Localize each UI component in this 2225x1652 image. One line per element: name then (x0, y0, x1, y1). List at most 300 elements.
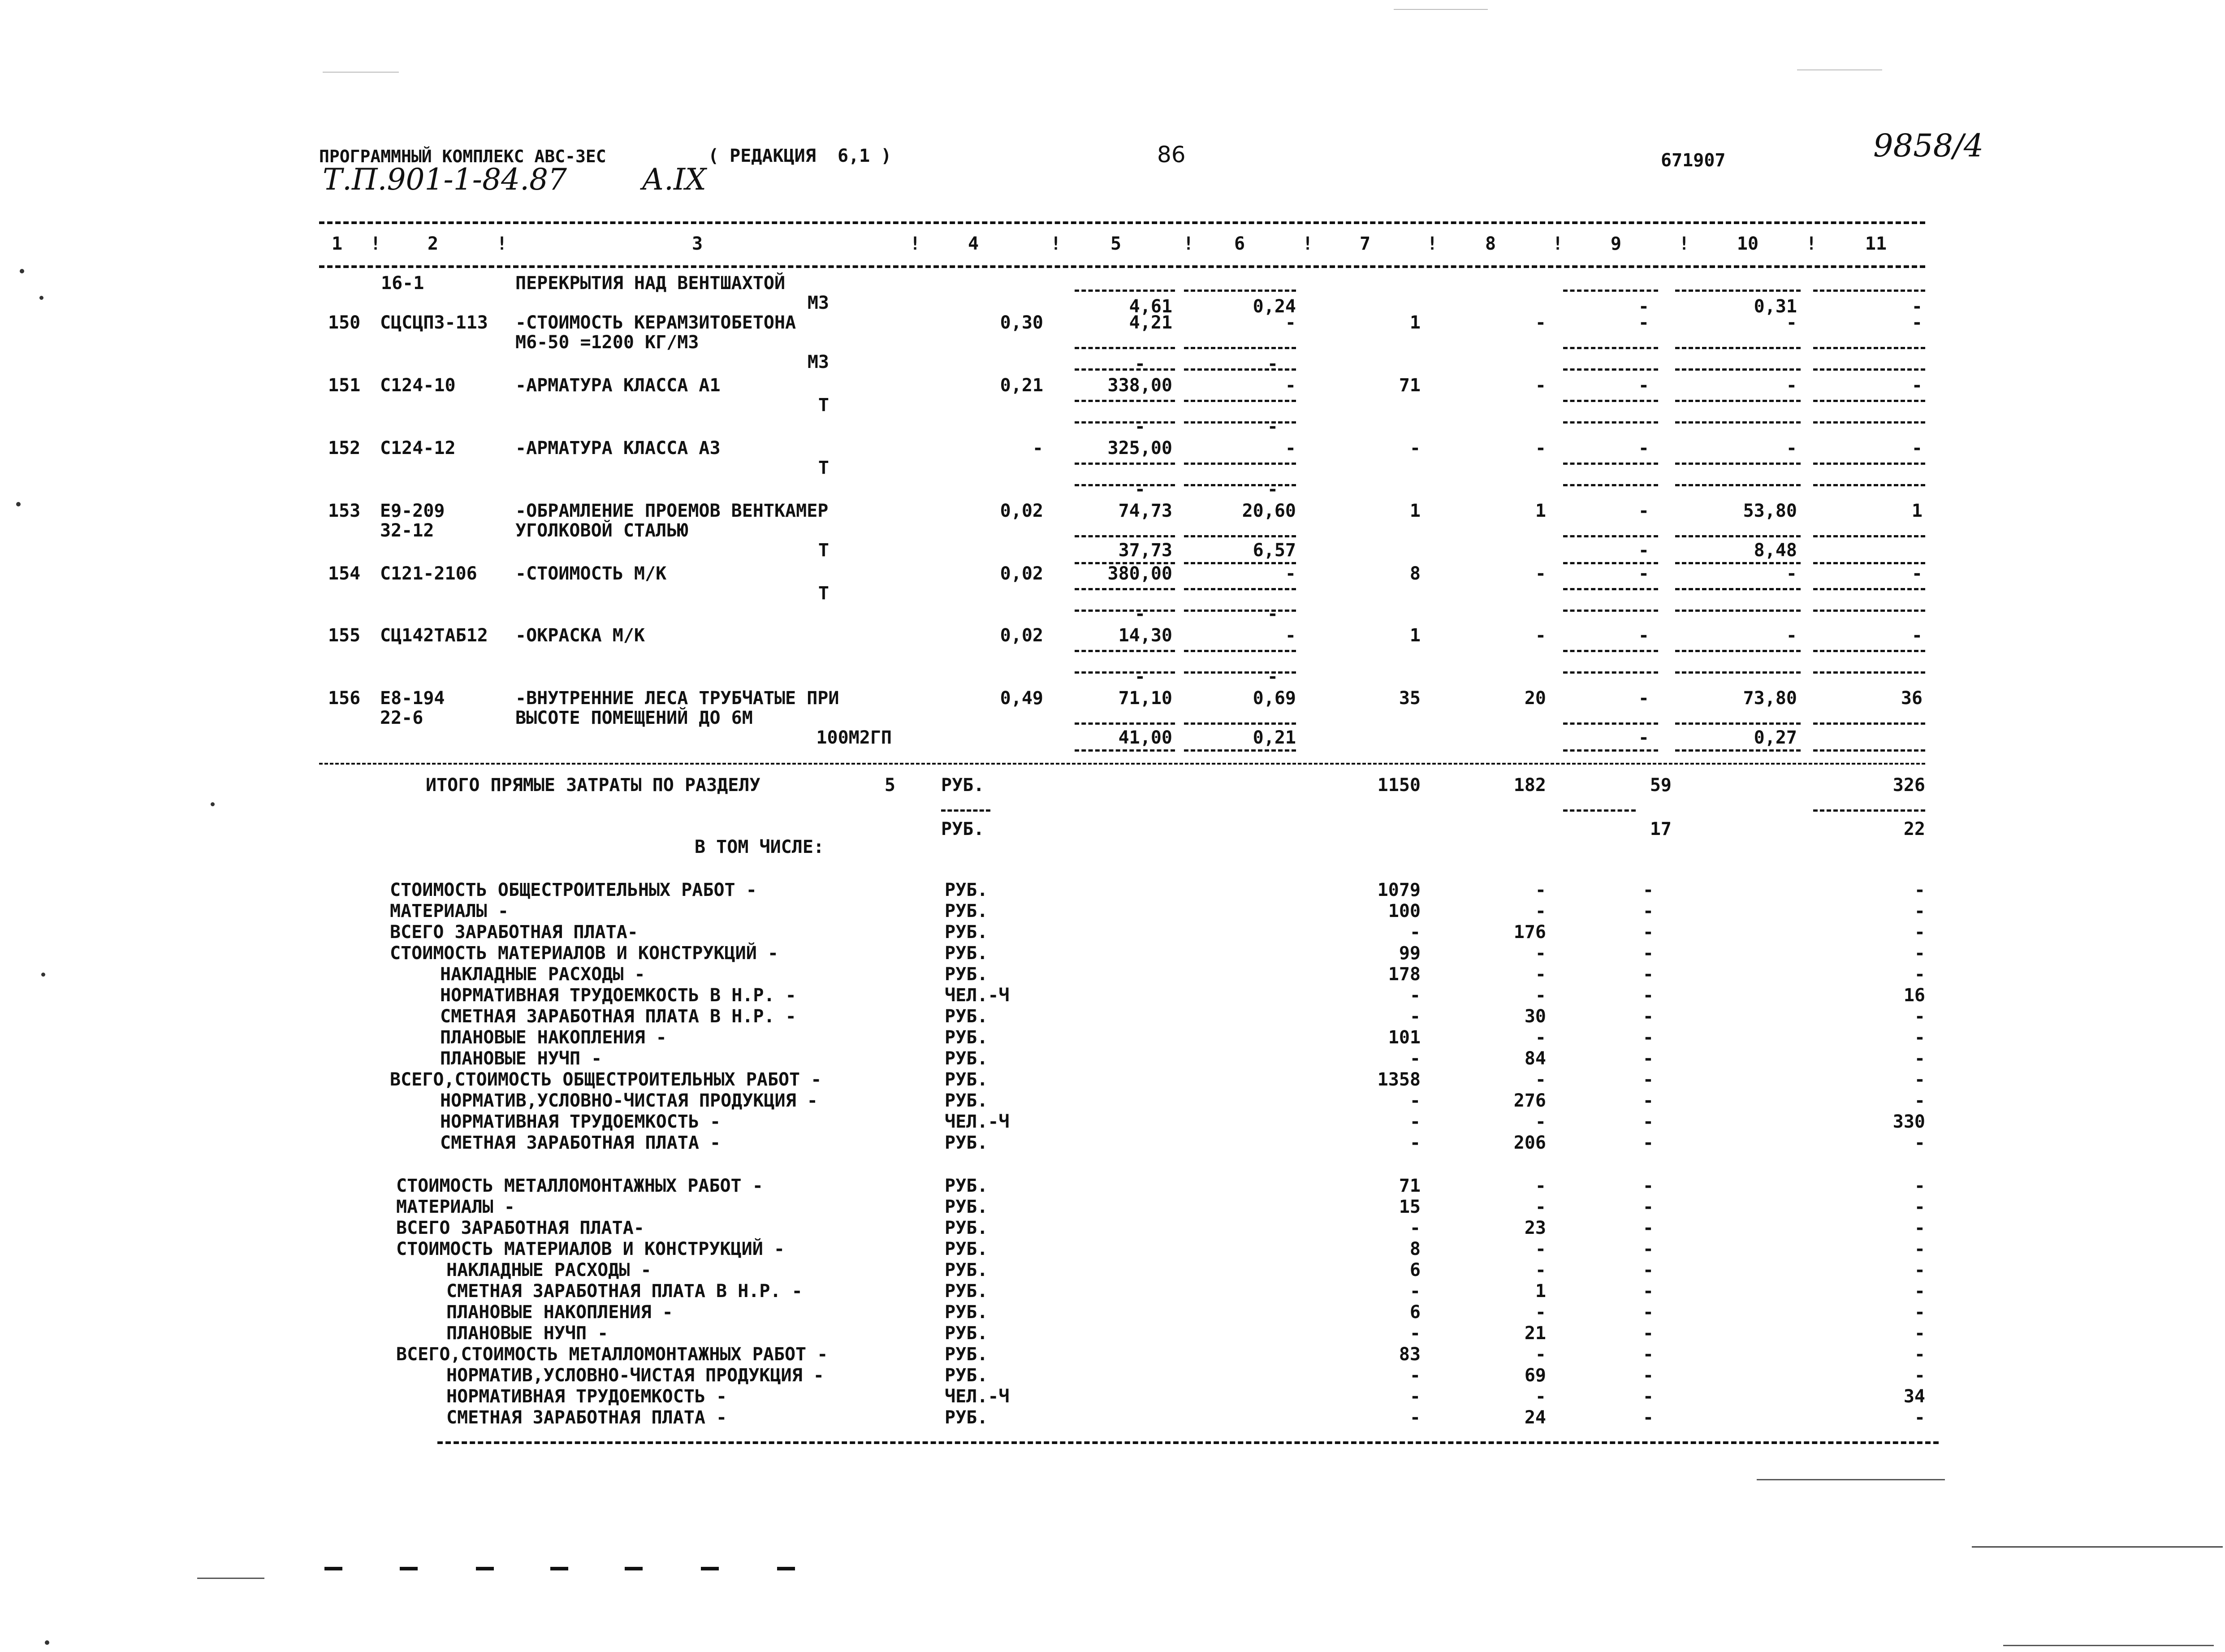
album-number: А.IX (642, 162, 707, 197)
summary-c9: - (1642, 1239, 1654, 1259)
dash-mark (476, 1567, 494, 1570)
summary-unit: ЧЕЛ.-Ч (945, 1111, 1010, 1132)
summary-c7: - (1409, 1133, 1421, 1153)
column-separator: ! (1552, 234, 1564, 254)
cell-c5: - (1134, 479, 1145, 500)
summary-c11: - (1914, 1260, 1925, 1280)
summary-c11: - (1914, 901, 1925, 921)
summary-label: СМЕТНАЯ ЗАРАБОТНАЯ ПЛАТА В Н.Р. - (440, 1006, 796, 1027)
cell-c11: - (1911, 312, 1923, 333)
summary-unit: РУБ. (945, 1176, 988, 1196)
cell-c7: 1 (1409, 312, 1421, 333)
summary-unit: РУБ. (945, 1323, 988, 1344)
cell-rule (1675, 722, 1801, 725)
summary-c7: - (1409, 922, 1421, 943)
cell-c7: 71 (1399, 375, 1421, 396)
cell-c9: - (1638, 296, 1649, 317)
summary-c9: - (1642, 1344, 1654, 1365)
column-number: 5 (1110, 234, 1122, 254)
summary-label: ПЛАНОВЫЕ НУЧП - (446, 1323, 609, 1344)
cell-c6: - (1285, 438, 1296, 458)
project-number: Т.П.901-1-84.87 (323, 162, 567, 197)
cell-c11: - (1911, 438, 1923, 458)
item-number: 152 (328, 438, 361, 458)
cell-rule (1563, 722, 1658, 725)
column-number: 6 (1234, 234, 1245, 254)
summary-c11: - (1914, 1344, 1925, 1365)
cell-c10: 73,80 (1743, 688, 1797, 709)
item-unit: Т (818, 395, 829, 415)
cell-rule (1563, 484, 1658, 486)
summary-label: ПЛАНОВЫЕ НАКОПЛЕНИЯ - (440, 1027, 667, 1048)
summary-c8: 21 (1524, 1323, 1546, 1344)
summary-c9: - (1642, 922, 1654, 943)
cell-rule (1184, 400, 1296, 402)
total-c7: 1150 (1377, 775, 1421, 796)
summary-c11: - (1914, 1176, 1925, 1196)
cell-rule (1813, 588, 1925, 590)
cell-rule (1184, 484, 1296, 486)
summary-c9: - (1642, 1407, 1654, 1428)
cell-rule (319, 763, 1925, 765)
dash-mark (701, 1567, 719, 1570)
summary-c9: - (1642, 1281, 1654, 1302)
cell-rule (1075, 400, 1175, 402)
summary-c9: - (1642, 1218, 1654, 1238)
summary-unit: РУБ. (945, 964, 988, 985)
cell-rule (1563, 400, 1658, 402)
scan-mark (1757, 1479, 1945, 1480)
cell-c10: - (1786, 563, 1797, 584)
summary-c7: - (1409, 1281, 1421, 1302)
item-name: ВЫСОТЕ ПОМЕЩЕНИЙ ДО 6М (515, 708, 753, 728)
edition: ( РЕДАКЦИЯ 6,1 ) (708, 146, 892, 166)
header-bottom-rule (319, 265, 1925, 268)
cell-c9: - (1638, 501, 1649, 521)
cell-c8: - (1535, 625, 1546, 646)
summary-c7: - (1409, 1111, 1421, 1132)
cell-c11: 1 (1911, 501, 1923, 521)
cell-c4: - (1032, 438, 1043, 458)
summary-c11: - (1914, 943, 1925, 964)
summary-unit: РУБ. (945, 1281, 988, 1302)
total-unit: РУБ. (941, 775, 985, 796)
cell-c10: - (1786, 438, 1797, 458)
cell-c6: - (1267, 666, 1278, 687)
dash-mark (625, 1567, 643, 1570)
cell-rule (1075, 484, 1175, 486)
item-unit: Т (818, 458, 829, 478)
cell-rule (1075, 671, 1175, 674)
item-code: С124-10 (380, 375, 456, 396)
cell-rule (1563, 347, 1658, 349)
summary-c11: - (1914, 1302, 1925, 1323)
summary-c7: 99 (1399, 943, 1421, 964)
summary-unit: РУБ. (945, 1048, 988, 1069)
cell-c5: 325,00 (1107, 438, 1172, 458)
summary-c11: - (1914, 880, 1925, 900)
summary-label: НОРМАТИВНАЯ ТРУДОЕМКОСТЬ В Н.Р. - (440, 985, 796, 1006)
summary-c11: - (1914, 1365, 1925, 1386)
summary-c11: - (1914, 964, 1925, 985)
summary-unit: РУБ. (945, 1197, 988, 1217)
total-c9: 59 (1650, 775, 1672, 796)
summary-c7: 6 (1409, 1302, 1421, 1323)
scan-speck (211, 802, 215, 806)
total-unit-2: РУБ. (941, 819, 985, 839)
cell-rule (1075, 463, 1175, 465)
item-unit: М3 (807, 293, 829, 313)
column-separator: ! (1302, 234, 1313, 254)
column-separator: ! (1427, 234, 1438, 254)
dash-mark (400, 1567, 418, 1570)
summary-c8: - (1535, 1302, 1546, 1323)
summary-label: ВСЕГО,СТОИМОСТЬ ОБЩЕСТРОИТЕЛЬНЫХ РАБОТ - (390, 1069, 822, 1090)
cell-c7: 8 (1409, 563, 1421, 584)
summary-c9: - (1642, 880, 1654, 900)
summary-unit: РУБ. (945, 1133, 988, 1153)
summary-c9: - (1642, 901, 1654, 921)
cell-rule (1675, 610, 1801, 612)
cell-c6: - (1267, 416, 1278, 437)
cell-rule (1184, 535, 1296, 537)
cell-c10: - (1786, 375, 1797, 396)
cell-rule (1563, 588, 1658, 590)
cell-c6: - (1285, 563, 1296, 584)
column-separator: ! (1679, 234, 1690, 254)
column-separator: ! (370, 234, 381, 254)
item-number: 156 (328, 688, 361, 709)
cell-c5: 14,30 (1118, 625, 1172, 646)
column-separator: ! (1806, 234, 1817, 254)
item-name: М6-50 =1200 КГ/М3 (515, 332, 699, 353)
cell-rule (1563, 368, 1658, 371)
summary-c7: - (1409, 1218, 1421, 1238)
cell-c6: 20,60 (1242, 501, 1296, 521)
summary-label: НОРМАТИВНАЯ ТРУДОЕМКОСТЬ - (440, 1111, 721, 1132)
summary-c11: 330 (1892, 1111, 1925, 1132)
cell-rule (1075, 722, 1175, 725)
summary-c9: - (1642, 1069, 1654, 1090)
cell-rule (1184, 562, 1296, 564)
cell-c5: - (1134, 354, 1145, 374)
cell-c6: - (1285, 312, 1296, 333)
total-c8: 182 (1513, 775, 1546, 796)
scan-speck (16, 502, 21, 506)
summary-c7: 6 (1409, 1260, 1421, 1280)
cell-rule (1563, 610, 1658, 612)
cell-c6: 0,69 (1253, 688, 1296, 709)
item-name: ПЕРЕКРЫТИЯ НАД ВЕНТШАХТОЙ (515, 273, 786, 294)
summary-c8: - (1535, 1239, 1546, 1259)
summary-c9: - (1642, 1365, 1654, 1386)
summary-c8: 24 (1524, 1407, 1546, 1428)
summary-c11: - (1914, 1197, 1925, 1217)
cell-rule (1184, 290, 1296, 292)
summary-c7: - (1409, 1386, 1421, 1407)
summary-c7: - (1409, 985, 1421, 1006)
summary-c11: - (1914, 1239, 1925, 1259)
item-unit: Т (818, 540, 829, 561)
summary-c7: 8 (1409, 1239, 1421, 1259)
cell-c6: - (1285, 625, 1296, 646)
cell-rule (1813, 749, 1925, 752)
summary-c7: 100 (1388, 901, 1421, 921)
summary-c8: 23 (1524, 1218, 1546, 1238)
summary-c9: - (1642, 1197, 1654, 1217)
cell-rule (1184, 650, 1296, 652)
summary-label: СМЕТНАЯ ЗАРАБОТНАЯ ПЛАТА - (440, 1133, 721, 1153)
cell-c7: 1 (1409, 625, 1421, 646)
cell-c7: 35 (1399, 688, 1421, 709)
column-number: 4 (968, 234, 979, 254)
dash-mark (324, 1567, 342, 1570)
cell-c4: 0,02 (1000, 563, 1043, 584)
cell-c10: - (1786, 312, 1797, 333)
item-code: С121-2106 (380, 563, 477, 584)
summary-unit: РУБ. (945, 1239, 988, 1259)
cell-c6: 6,57 (1253, 540, 1296, 561)
cell-rule (1184, 588, 1296, 590)
cell-rule (1075, 347, 1175, 349)
item-number: 153 (328, 501, 361, 521)
cell-rule (1813, 722, 1925, 725)
cell-c4: 0,30 (1000, 312, 1043, 333)
summary-c11: - (1914, 1048, 1925, 1069)
cell-rule (1075, 535, 1175, 537)
cell-rule (1813, 484, 1925, 486)
item-code: СЦСЦП3-113 (380, 312, 488, 333)
cell-rule (1675, 588, 1801, 590)
summary-c7: - (1409, 1407, 1421, 1428)
cell-c10: 53,80 (1743, 501, 1797, 521)
cell-c6: 0,24 (1253, 296, 1296, 317)
summary-unit: РУБ. (945, 1407, 988, 1428)
summary-c11: - (1914, 1281, 1925, 1302)
summary-unit: РУБ. (945, 922, 988, 943)
summary-c8: - (1535, 1260, 1546, 1280)
cell-c7: - (1409, 438, 1421, 458)
scan-speck (41, 973, 45, 977)
item-name: -АРМАТУРА КЛАССА А3 (515, 438, 721, 458)
cell-rule (1184, 610, 1296, 612)
item-name: -ВНУТРЕННИЕ ЛЕСА ТРУБЧАТЫЕ ПРИ (515, 688, 839, 709)
summary-c8: - (1535, 985, 1546, 1006)
column-number: 2 (427, 234, 439, 254)
cell-c8: - (1535, 312, 1546, 333)
summary-c11: - (1914, 1027, 1925, 1048)
cell-c5: 338,00 (1107, 375, 1172, 396)
cell-c4: 0,02 (1000, 625, 1043, 646)
item-code: Е8-194 (380, 688, 445, 709)
summary-c11: - (1914, 1090, 1925, 1111)
summary-unit: РУБ. (945, 1302, 988, 1323)
cell-rule (1563, 749, 1658, 752)
summary-unit: РУБ. (945, 1365, 988, 1386)
cell-rule (1184, 671, 1296, 674)
cell-rule (1675, 290, 1801, 292)
summary-c7: - (1409, 1048, 1421, 1069)
cell-rule (1813, 400, 1925, 402)
cell-c7: 1 (1409, 501, 1421, 521)
summary-c7: 83 (1399, 1344, 1421, 1365)
cell-c10: 0,31 (1754, 296, 1797, 317)
dash-mark (777, 1567, 795, 1570)
cell-rule (1675, 400, 1801, 402)
cell-c8: - (1535, 375, 1546, 396)
summary-c8: - (1535, 943, 1546, 964)
scan-mark (323, 72, 399, 73)
summary-unit: РУБ. (945, 1260, 988, 1280)
item-name: -ОБРАМЛЕНИЕ ПРОЕМОВ ВЕНТКАМЕР (515, 501, 829, 521)
item-code-2: 22-6 (380, 708, 423, 728)
total-c11: 326 (1892, 775, 1925, 796)
cell-c10: - (1786, 625, 1797, 646)
cell-c4: 0,21 (1000, 375, 1043, 396)
summary-c8: 276 (1513, 1090, 1546, 1111)
summary-unit: РУБ. (945, 1344, 988, 1365)
cell-c8: - (1535, 438, 1546, 458)
summary-label: СТОИМОСТЬ МАТЕРИАЛОВ И КОНСТРУКЦИЙ - (390, 943, 778, 964)
cell-c4: 0,02 (1000, 501, 1043, 521)
summary-c9: - (1642, 943, 1654, 964)
summary-c8: - (1535, 1176, 1546, 1196)
cell-rule (1075, 421, 1175, 424)
cell-rule (1813, 562, 1925, 564)
summary-unit: РУБ. (945, 880, 988, 900)
summary-label: ПЛАНОВЫЕ НАКОПЛЕНИЯ - (446, 1302, 673, 1323)
summary-c11: 34 (1903, 1386, 1925, 1407)
cell-c5: 74,73 (1118, 501, 1172, 521)
summary-c9: - (1642, 1260, 1654, 1280)
cell-rule (1675, 463, 1801, 465)
cell-c5: - (1134, 604, 1145, 624)
item-number: 154 (328, 563, 361, 584)
summary-c9: - (1642, 1048, 1654, 1069)
summary-unit: РУБ. (945, 943, 988, 964)
cell-c5: - (1134, 666, 1145, 687)
summary-label: НОРМАТИВ,УСЛОВНО-ЧИСТАЯ ПРОДУКЦИЯ - (440, 1090, 818, 1111)
summary-c7: 1079 (1377, 880, 1421, 900)
cell-c9: - (1638, 312, 1649, 333)
cell-c5: 4,21 (1129, 312, 1172, 333)
summary-c8: - (1535, 1386, 1546, 1407)
scan-mark (197, 1578, 264, 1579)
summary-c8: 206 (1513, 1133, 1546, 1153)
summary-c7: 101 (1388, 1027, 1421, 1048)
cell-c11: - (1911, 296, 1923, 317)
summary-c11: - (1914, 1133, 1925, 1153)
summary-label: СТОИМОСТЬ МАТЕРИАЛОВ И КОНСТРУКЦИЙ - (396, 1239, 785, 1259)
cell-c6: - (1267, 354, 1278, 374)
cell-rule (1675, 535, 1801, 537)
cell-c9: - (1638, 375, 1649, 396)
cell-rule (1675, 562, 1801, 564)
summary-label: СМЕТНАЯ ЗАРАБОТНАЯ ПЛАТА В Н.Р. - (446, 1281, 803, 1302)
cell-rule (1563, 535, 1658, 537)
cell-rule (1075, 650, 1175, 652)
summary-label: СТОИМОСТЬ ОБЩЕСТРОИТЕЛЬНЫХ РАБОТ - (390, 880, 757, 900)
cell-rule (1813, 421, 1925, 424)
cell-c11: - (1911, 625, 1923, 646)
cell-rule (1563, 650, 1658, 652)
summary-c9: - (1642, 1386, 1654, 1407)
summary-c7: - (1409, 1323, 1421, 1344)
summary-c9: - (1642, 1323, 1654, 1344)
table-bottom-rule (437, 1441, 1939, 1444)
cell-rule (1675, 484, 1801, 486)
summary-label: МАТЕРИАЛЫ - (390, 901, 509, 921)
summary-c8: 30 (1524, 1006, 1546, 1027)
summary-label: ВСЕГО,СТОИМОСТЬ МЕТАЛЛОМОНТАЖНЫХ РАБОТ - (396, 1344, 828, 1365)
cell-c5: - (1134, 416, 1145, 437)
total-section: 5 (884, 775, 895, 796)
program-name: ПРОГРАММНЫЙ КОМПЛЕКС АВС-3ЕС (319, 147, 606, 166)
cell-c6: - (1267, 479, 1278, 500)
cell-rule (1075, 290, 1175, 292)
summary-c8: - (1535, 1027, 1546, 1048)
summary-c8: - (1535, 1111, 1546, 1132)
total-c9-2: 17 (1650, 819, 1672, 839)
cell-rule (1075, 749, 1175, 752)
column-separator: ! (910, 234, 921, 254)
cell-rule (1675, 368, 1801, 371)
summary-c7: 1358 (1377, 1069, 1421, 1090)
cell-rule (1813, 463, 1925, 465)
cell-c5: 4,61 (1129, 296, 1172, 317)
column-separator: ! (1183, 234, 1194, 254)
column-number: 8 (1485, 234, 1496, 254)
summary-c8: - (1535, 1344, 1546, 1365)
cell-c5: 41,00 (1118, 727, 1172, 748)
summary-c11: - (1914, 922, 1925, 943)
summary-c7: - (1409, 1090, 1421, 1111)
scan-mark (1797, 69, 1882, 70)
summary-label: НАКЛАДНЫЕ РАСХОДЫ - (440, 964, 645, 985)
summary-c9: - (1642, 1302, 1654, 1323)
cell-rule (1813, 650, 1925, 652)
table-top-rule (319, 221, 1925, 224)
scan-speck (39, 296, 43, 300)
summary-c8: 176 (1513, 922, 1546, 943)
cell-c5: 380,00 (1107, 563, 1172, 584)
summary-c8: - (1535, 1197, 1546, 1217)
scan-mark (1972, 1546, 2223, 1548)
item-unit: Т (818, 583, 829, 604)
summary-c7: 178 (1388, 964, 1421, 985)
summary-c7: 71 (1399, 1176, 1421, 1196)
cell-c5: 71,10 (1118, 688, 1172, 709)
summary-c8: - (1535, 901, 1546, 921)
cell-c9: - (1638, 563, 1649, 584)
total-c11-2: 22 (1903, 819, 1925, 839)
item-name: УГОЛКОВОЙ СТАЛЬЮ (515, 520, 688, 541)
summary-c9: - (1642, 1133, 1654, 1153)
cell-c9: - (1638, 625, 1649, 646)
cell-c10: 8,48 (1754, 540, 1797, 561)
cell-c4: 0,49 (1000, 688, 1043, 709)
cell-c9: - (1638, 438, 1649, 458)
dash-mark (550, 1567, 568, 1570)
column-number: 9 (1610, 234, 1622, 254)
summary-label: ПЛАНОВЫЕ НУЧП - (440, 1048, 602, 1069)
summary-label: НОРМАТИВ,УСЛОВНО-ЧИСТАЯ ПРОДУКЦИЯ - (446, 1365, 824, 1386)
cell-c6: - (1267, 604, 1278, 624)
item-name: -СТОИМОСТЬ КЕРАМЗИТОБЕТОНА (515, 312, 796, 333)
cell-rule (1813, 610, 1925, 612)
column-number: 7 (1359, 234, 1371, 254)
item-name: -АРМАТУРА КЛАССА А1 (515, 375, 721, 396)
